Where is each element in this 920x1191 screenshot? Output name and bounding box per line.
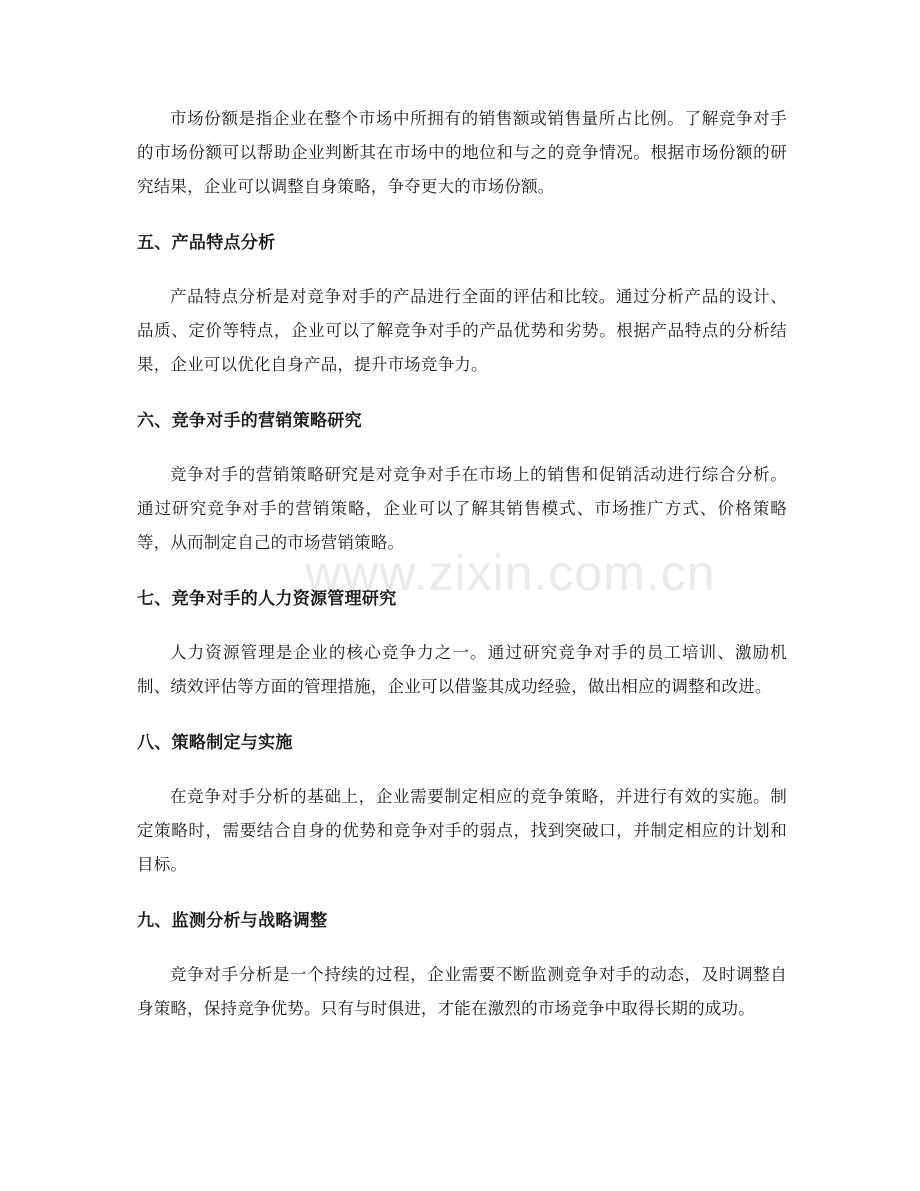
watermark: www.zixin.com.cn [305, 545, 716, 601]
heading-strategy-implementation: 八、策略制定与实施 [137, 733, 293, 753]
document-body [137, 102, 787, 1026]
heading-hr-management: 七、竞争对手的人力资源管理研究 [137, 589, 397, 609]
paragraph-monitoring-adjustment: 竞争对手分析是一个持续的过程，企业需要不断监测竞争对手的动态，及时调整自身策略，保持竞争优势。只有与时俱进，才能在激烈的市场竞争中取得长期的成功。 [137, 965, 787, 1018]
paragraph-hr-management: 人力资源管理是企业的核心竞争力之一。通过研究竞争对手的员工培训、激励机制、绩效评估等方面的管理措施，企业可以借鉴其成功经验，做出相应的调整和改进。 [137, 643, 787, 696]
paragraph-strategy-implementation: 在竞争对手分析的基础上，企业需要制定相应的竞争策略，并进行有效的实施。制定策略时，需要结合自身的优势和竞争对手的弱点，找到突破口，并制定相应的计划和目标。 [137, 787, 787, 874]
paragraph-product-features: 产品特点分析是对竞争对手的产品进行全面的评估和比较。通过分析产品的设计、品质、定价等特点，企业可以了解竞争对手的产品优势和劣势。根据产品特点的分析结果，企业可以优化自身产品，提升市场竞争力。 [137, 287, 787, 374]
paragraph-market-share: 市场份额是指企业在整个市场中所拥有的销售额或销售量所占比例。了解竞争对手的市场份额可以帮助企业判断其在市场中的地位和与之的竞争情况。根据市场份额的研究结果，企业可以调整自身策略，争夺更大的市场份额。 [137, 109, 787, 196]
heading-marketing-strategy: 六、竞争对手的营销策略研究 [137, 411, 362, 431]
heading-product-features: 五、产品特点分析 [137, 233, 276, 253]
paragraph-marketing-strategy: 竞争对手的营销策略研究是对竞争对手在市场上的销售和促销活动进行综合分析。通过研究竞争对手的营销策略，企业可以了解其销售模式、市场推广方式、价格策略等，从而制定自己的市场营销策略。 [137, 465, 787, 552]
heading-monitoring-adjustment: 九、监测分析与战略调整 [137, 911, 328, 931]
